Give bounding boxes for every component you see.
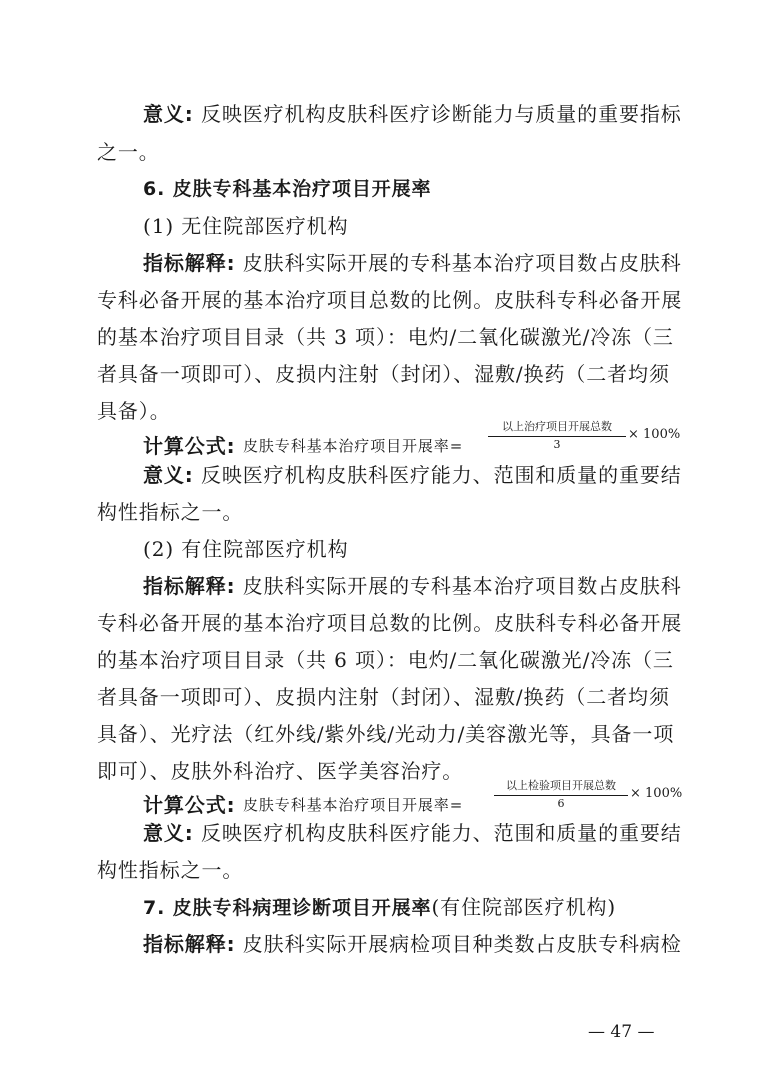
explain-text: 皮肤科实际开展的专科基本治疗项目数占皮肤科 <box>242 574 682 598</box>
sub2-formula-percent: × 100% <box>630 786 683 801</box>
sub1-explain-line5: 具备）。 <box>97 399 171 423</box>
section-7-heading: 7. 皮肤专科病理诊断项目开展率 <box>143 897 432 919</box>
sub1-explain-line4: 者具备一项即可）、皮损内注射（封闭）、湿敷/换药（二者均须 <box>97 362 670 386</box>
page-number: — 47 — <box>588 1022 655 1042</box>
explain-label: 指标解释: <box>143 932 236 956</box>
section-6-heading: 6. 皮肤专科基本治疗项目开展率 <box>143 178 432 200</box>
sub2-meaning-line2: 构性指标之一。 <box>97 858 244 882</box>
fraction-bar <box>488 436 626 437</box>
sub2-explain-paragraph <box>143 572 682 600</box>
sub1-explain-line3: 的基本治疗项目目录（共 3 项）：电灼/二氧化碳激光/冷冻（三 <box>97 325 674 349</box>
meaning-text: 反映医疗机构皮肤科医疗能力、范围和质量的重要结 <box>200 821 682 845</box>
sub2-formula-lhs: 皮肤专科基本治疗项目开展率= <box>243 796 464 814</box>
sub2-title: (2) 有住院部医疗机构 <box>143 537 349 561</box>
sub1-explain-paragraph <box>143 249 682 277</box>
sub2-formula-fraction <box>494 779 628 813</box>
meaning-label: 意义: <box>143 463 194 487</box>
sub2-explain-line4: 者具备一项即可）、皮损内注射（封闭）、湿敷/换药（二者均须 <box>97 685 670 709</box>
sub1-formula-percent: × 100% <box>628 427 681 442</box>
meaning-paragraph <box>143 100 682 128</box>
sub1-formula-lhs: 皮肤专科基本治疗项目开展率= <box>243 437 464 455</box>
sub2-meaning-paragraph <box>143 819 682 847</box>
meaning-text: 反映医疗机构皮肤科医疗诊断能力与质量的重要指标 <box>200 102 682 126</box>
sub1-meaning-line2: 构性指标之一。 <box>97 500 244 524</box>
meaning-label: 意义: <box>143 102 194 126</box>
sub2-explain-line2: 专科必备开展的基本治疗项目总数的比例。皮肤科专科必备开展 <box>97 611 683 635</box>
explain-label: 指标解释: <box>143 251 236 275</box>
sub2-formula-label: 计算公式: <box>143 793 236 817</box>
sub1-explain-line2: 专科必备开展的基本治疗项目总数的比例。皮肤科专科必备开展 <box>97 288 683 312</box>
sub2-explain-line6: 即可）、皮肤外科治疗、医学美容治疗。 <box>97 759 464 783</box>
sub1-title: (1) 无住院部医疗机构 <box>143 214 349 238</box>
sub2-explain-line3: 的基本治疗项目目录（共 6 项）：电灼/二氧化碳激光/冷冻（三 <box>97 648 674 672</box>
fraction-numerator: 以上检验项目开展总数 <box>506 779 616 792</box>
sub2-explain-line5: 具备）、光疗法（红外线/紫外线/光动力/美容激光等，具备一项 <box>97 722 675 746</box>
section-7-explain-paragraph <box>143 930 682 958</box>
fraction-numerator: 以上治疗项目开展总数 <box>502 420 612 433</box>
sub1-formula-label: 计算公式: <box>143 434 236 458</box>
fraction-denominator: 6 <box>557 797 565 810</box>
sub1-formula-fraction <box>488 420 626 454</box>
fraction-denominator: 3 <box>553 438 561 451</box>
fraction-bar <box>494 795 628 796</box>
meaning-text-continued: 之一。 <box>97 140 160 164</box>
meaning-text: 反映医疗机构皮肤科医疗能力、范围和质量的重要结 <box>200 463 682 487</box>
explain-text: 皮肤科实际开展的专科基本治疗项目数占皮肤科 <box>242 251 682 275</box>
section-7-heading-row <box>143 893 616 922</box>
explain-text: 皮肤科实际开展病检项目种类数占皮肤专科病检 <box>242 932 682 956</box>
meaning-label: 意义: <box>143 821 194 845</box>
explain-label: 指标解释: <box>143 574 236 598</box>
section-7-heading-suffix: (有住院部医疗机构) <box>431 895 617 919</box>
sub1-meaning-paragraph <box>143 461 682 489</box>
